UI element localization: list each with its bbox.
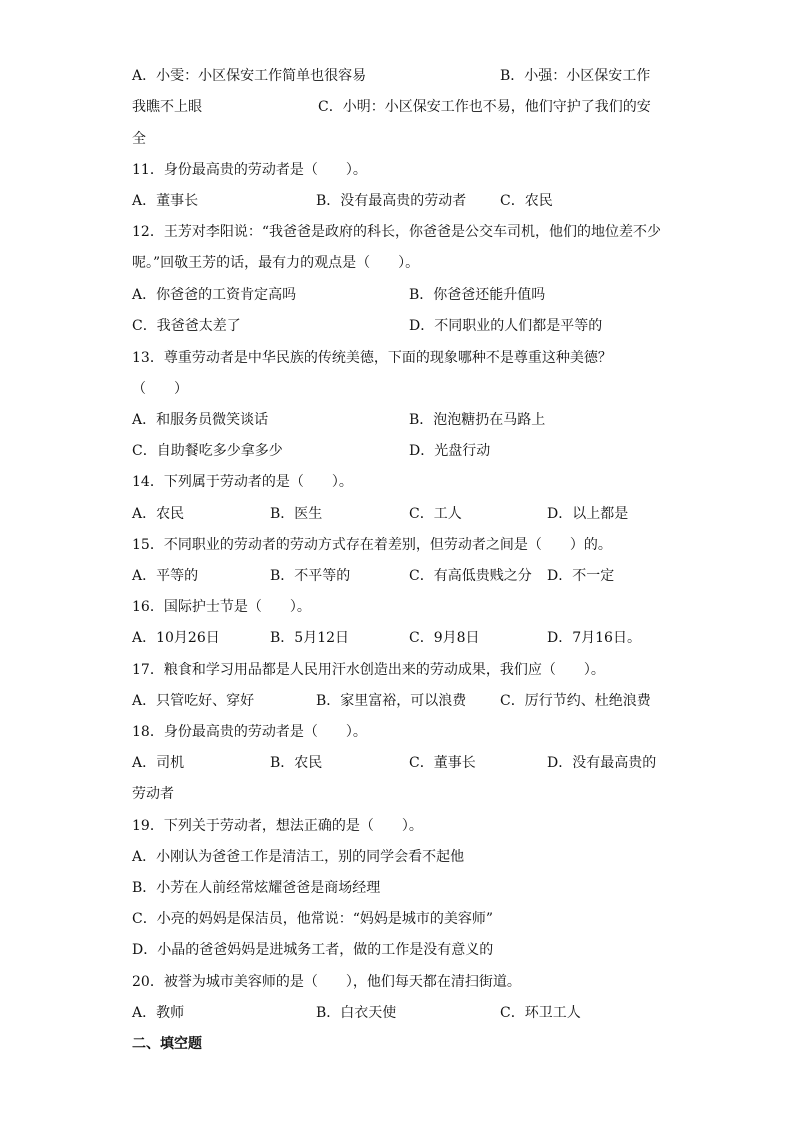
q10-option-a: A．小雯：小区保安工作简单也很容易 xyxy=(132,68,367,84)
q16-option-c: C．9月8日 xyxy=(409,630,480,646)
q17-option-a: A．只管吃好、穿好 xyxy=(132,693,255,709)
q14-option-c: C．工人 xyxy=(409,506,462,522)
q13-option-c: C．自助餐吃多少拿多少 xyxy=(132,443,283,459)
q19-option-b: B．小芳在人前经常炫耀爸爸是商场经理 xyxy=(132,880,381,896)
q12-stem-line2: 呢。”回敬王芳的话，最有力的观点是（ ）。 xyxy=(132,255,420,271)
q13-option-b: B．泡泡糖扔在马路上 xyxy=(409,412,546,428)
q17-option-b: B．家里富裕，可以浪费 xyxy=(316,693,467,709)
q12-option-a: A．你爸爸的工资肯定高吗 xyxy=(132,287,297,303)
q18-option-d: D．没有最高贵的 xyxy=(547,755,657,771)
q14-option-d: D．以上都是 xyxy=(547,506,629,522)
q15-option-b: B．不平等的 xyxy=(270,568,351,584)
q20-stem: 20．被誉为城市美容师的是（ ），他们每天都在清扫街道。 xyxy=(132,974,521,990)
q19-option-d: D．小晶的爸爸妈妈是进城务工者，做的工作是没有意义的 xyxy=(132,942,494,958)
q13-stem-line1: 13．尊重劳动者是中华民族的传统美德，下面的现象哪种不是尊重这种美德？ xyxy=(132,350,612,366)
q20-option-a: A．教师 xyxy=(132,1005,185,1021)
q17-stem: 17．粮食和学习用品都是人民用汗水创造出来的劳动成果，我们应（ ）。 xyxy=(132,662,605,678)
q16-option-b: B．5月12日 xyxy=(270,630,350,646)
q20-option-b: B．白衣天使 xyxy=(316,1005,397,1021)
q11-option-c: C．农民 xyxy=(500,193,553,209)
q14-option-a: A．农民 xyxy=(132,506,185,522)
q18-stem: 18．身份最高贵的劳动者是（ ）。 xyxy=(132,724,367,740)
q15-option-c: C．有高低贵贱之分 xyxy=(409,568,532,584)
q12-option-d: D．不同职业的人们都是平等的 xyxy=(409,318,603,334)
section-heading-fill-blank: 二、填空题 xyxy=(132,1036,202,1052)
q18-option-d-cont: 劳动者 xyxy=(132,786,174,802)
q19-stem: 19．下列关于劳动者，想法正确的是（ ）。 xyxy=(132,818,423,834)
q12-option-c: C．我爸爸太差了 xyxy=(132,318,241,334)
q16-option-a: A．10月26日 xyxy=(132,630,220,646)
q18-option-a: A．司机 xyxy=(132,755,185,771)
q19-option-a: A．小刚认为爸爸工作是清洁工，别的同学会看不起他 xyxy=(132,849,465,865)
q16-stem: 16．国际护士节是（ ）。 xyxy=(132,599,311,615)
q14-stem: 14．下列属于劳动者的是（ ）。 xyxy=(132,474,353,490)
q13-option-a: A．和服务员微笑谈话 xyxy=(132,412,269,428)
q11-option-b: B．没有最高贵的劳动者 xyxy=(316,193,467,209)
q12-stem-line1: 12．王芳对李阳说：“我爸爸是政府的科长，你爸爸是公交车司机，他们的地位差不少 xyxy=(132,224,661,240)
q16-option-d: D．7月16日。 xyxy=(547,630,641,646)
q13-stem-line2: （ ） xyxy=(132,381,188,397)
q10-option-c: C．小明：小区保安工作也不易，他们守护了我们的安 xyxy=(318,99,651,115)
q11-option-a: A．董事长 xyxy=(132,193,199,209)
q10-option-b: B．小强：小区保安工作 xyxy=(500,68,651,84)
q18-option-c: C．董事长 xyxy=(409,755,476,771)
q11-stem: 11．身份最高贵的劳动者是（ ）。 xyxy=(132,162,367,178)
q15-option-d: D．不一定 xyxy=(547,568,615,584)
q17-option-c: C．厉行节约、杜绝浪费 xyxy=(500,693,651,709)
q15-stem: 15．不同职业的劳动者的劳动方式存在着差别，但劳动者之间是（ ）的。 xyxy=(132,537,612,553)
q19-option-c: C．小亮的妈妈是保洁员，他常说：“妈妈是城市的美容师” xyxy=(132,911,494,927)
q18-option-b: B．农民 xyxy=(270,755,323,771)
q13-option-d: D．光盘行动 xyxy=(409,443,491,459)
q12-option-b: B．你爸爸还能升值吗 xyxy=(409,287,546,303)
q14-option-b: B．医生 xyxy=(270,506,323,522)
q10-option-c-cont: 全 xyxy=(132,131,146,147)
q15-option-a: A．平等的 xyxy=(132,568,199,584)
q10-option-b-cont: 我瞧不上眼 xyxy=(132,99,202,115)
q20-option-c: C．环卫工人 xyxy=(500,1005,581,1021)
